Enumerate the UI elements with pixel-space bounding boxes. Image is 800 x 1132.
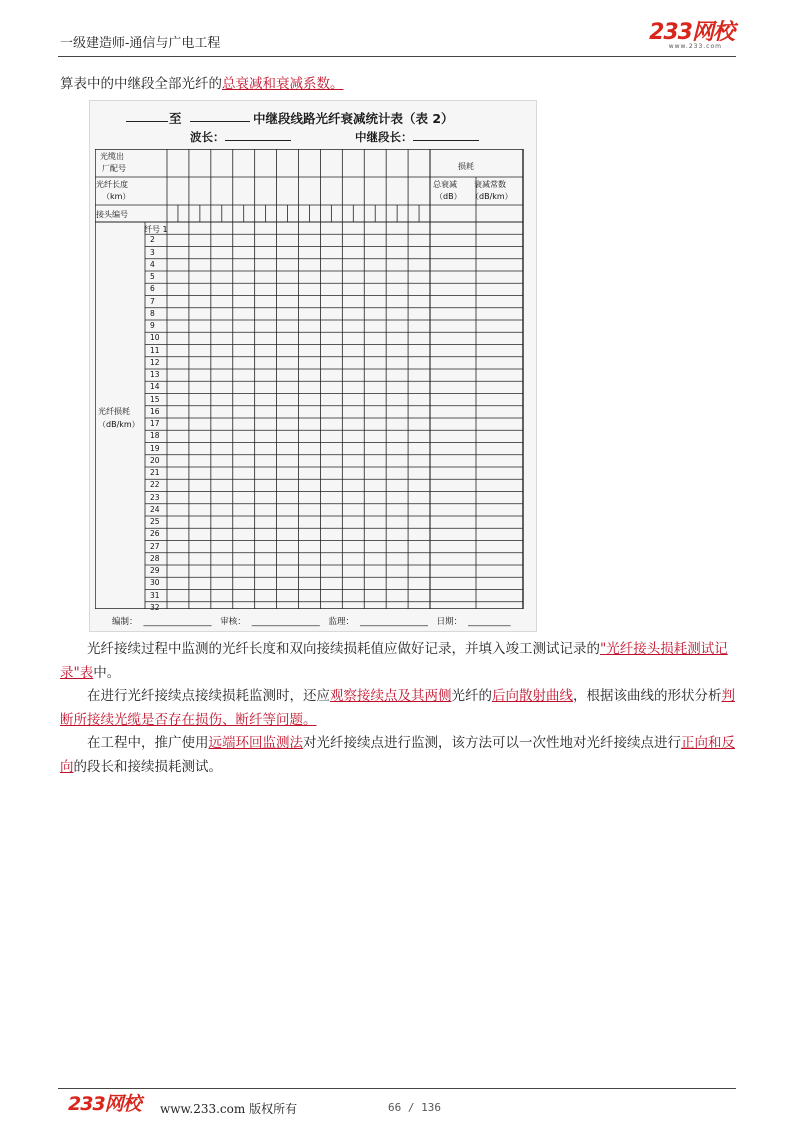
paragraph-1	[60, 72, 740, 96]
paragraph-2-highlight: "光纤接头损耗测试记录"表	[60, 641, 728, 681]
paragraph-2-suffix: 中。	[93, 665, 121, 681]
paragraph-4	[60, 731, 740, 779]
cable-factory-label-a: 光缆出	[100, 152, 124, 161]
title-blank-to	[190, 109, 250, 122]
total-attenuation-label-a: 总衰减	[433, 180, 457, 189]
fiber-number-cell: 23	[150, 492, 160, 502]
splice-number-label: 接头编号	[96, 210, 128, 219]
fiber-number-cell: 13	[150, 370, 160, 379]
fiber-loss-label-a: 光纤损耗	[98, 407, 130, 416]
fiber-number-cell: 8	[150, 308, 155, 318]
fiber-length-label-a: 光纤长度	[96, 180, 128, 189]
footer-site-text: www.233.com 版权所有	[160, 1102, 298, 1116]
fiber-number-cell: 4	[150, 259, 155, 269]
signoff-blank: ________________	[359, 617, 428, 627]
paragraph-4-highlight-1: 远端环回监测法	[208, 735, 303, 751]
signoff-blank: ________________	[251, 617, 320, 627]
paragraph-3-text-3: ，根据该曲线的形状分析	[573, 688, 722, 704]
fiber-number-header: 纤号 1	[144, 225, 168, 234]
segment-length-blank	[413, 130, 479, 141]
brand-logo: 233网校	[649, 20, 734, 45]
fiber-number-cell: 20	[150, 455, 160, 465]
fiber-number-cell: 18	[150, 431, 160, 441]
paragraph-2-text: 光纤接续过程中监测的光纤长度和双向接续损耗值应做好记录，并填入竣工测试记录的	[87, 641, 600, 657]
fiber-number-cell: 10	[150, 333, 160, 343]
wavelength-field	[190, 129, 291, 145]
footer-logo: 233网校	[68, 1093, 141, 1115]
paragraph-3-text-2: 光纤的	[451, 688, 492, 704]
fiber-length-label-b: （km）	[102, 192, 131, 201]
fiber-number-cell: 22	[150, 480, 160, 490]
fiber-number-cell: 7	[150, 296, 155, 306]
attenuation-constant-label-a: 衰减常数	[474, 180, 506, 189]
segment-length-field	[355, 129, 479, 145]
total-attenuation-label-b: （dB）	[435, 192, 462, 201]
signoff-blank: ________________	[143, 617, 212, 627]
fiber-number-cell: 24	[150, 504, 160, 514]
fiber-number-cell: 9	[150, 321, 155, 330]
paragraph-3-highlight-3: 判断所接续光缆是否存在损伤、断纤等问题。	[60, 688, 735, 728]
fiber-number-cell: 3	[150, 247, 155, 257]
title-to: 至	[169, 111, 182, 126]
paragraph-1-highlight: 总衰减和衰减系数。	[222, 76, 344, 92]
fiber-number-cell: 19	[150, 443, 160, 453]
page-number: 66 / 136	[388, 1101, 441, 1114]
fiber-number-cell: 26	[150, 529, 160, 539]
paragraph-3	[60, 684, 740, 732]
fiber-number-cell: 27	[150, 541, 160, 551]
table-signoff-row	[112, 615, 517, 627]
loss-header: 损耗	[458, 162, 474, 171]
footer-divider	[58, 1088, 736, 1089]
fiber-number-cell: 14	[150, 382, 160, 392]
fiber-number-cell: 29	[150, 566, 160, 575]
segment-length-label: 中继段长：	[355, 130, 413, 144]
wavelength-label: 波长：	[190, 130, 225, 144]
paragraph-2	[60, 637, 740, 685]
paragraph-4-text-1: 在工程中，推广使用	[87, 735, 209, 751]
fiber-number-cell: 15	[150, 394, 160, 404]
fiber-number-cell: 25	[150, 517, 160, 526]
fiber-number-cell: 28	[150, 553, 160, 563]
paragraph-3-highlight-1: 观察接续点及其两侧	[330, 688, 452, 704]
signoff-review: 审核：	[220, 617, 246, 627]
fiber-number-cell: 11	[150, 345, 160, 355]
header-divider	[58, 56, 736, 57]
fiber-number-cell: 12	[150, 357, 160, 367]
paragraph-1-text: 算表中的中继段全部光纤的	[60, 76, 222, 92]
signoff-supervise: 监理：	[328, 617, 354, 627]
title-blank-from	[126, 109, 168, 122]
paragraph-3-highlight-2: 后向散射曲线	[492, 688, 573, 704]
signoff-date: 日期：	[436, 617, 463, 627]
fiber-number-cell: 6	[150, 284, 155, 294]
paragraph-4-highlight-2: 正向和反向	[60, 735, 735, 775]
fiber-number-cell: 30	[150, 578, 160, 588]
fiber-attenuation-table-image	[89, 100, 537, 632]
fiber-number-cell: 17	[150, 419, 160, 428]
paragraph-4-text-2: 对光纤接续点进行监测，该方法可以一次性地对光纤接续点进行	[303, 735, 681, 751]
paragraph-4-text-3: 的段长和接续损耗测试。	[73, 759, 222, 775]
table-grid	[95, 149, 525, 609]
fiber-number-cell: 32	[150, 602, 160, 612]
fiber-number-cell: 31	[150, 590, 160, 600]
fiber-loss-label-b: （dB/km）	[98, 420, 140, 429]
fiber-number-cell: 5	[150, 272, 155, 281]
signoff-blank: __________	[468, 617, 511, 627]
fiber-number-cell: 21	[150, 468, 160, 477]
document-header-title: 一级建造师-通信与广电工程	[60, 36, 221, 51]
signoff-compile: 编制：	[112, 617, 138, 627]
title-main: 中继段线路光纤衰减统计表（表 2）	[253, 111, 454, 126]
fiber-number-cell: 2	[150, 235, 155, 245]
wavelength-blank	[225, 130, 291, 141]
attenuation-constant-label-b: （dB/km）	[471, 192, 513, 201]
brand-logo-url: www.233.com	[668, 43, 722, 50]
paragraph-3-text-1: 在进行光纤接续点接续损耗监测时，还应	[87, 688, 330, 704]
fiber-number-cell: 16	[150, 406, 160, 416]
cable-factory-label-b: 厂配号	[102, 164, 126, 173]
